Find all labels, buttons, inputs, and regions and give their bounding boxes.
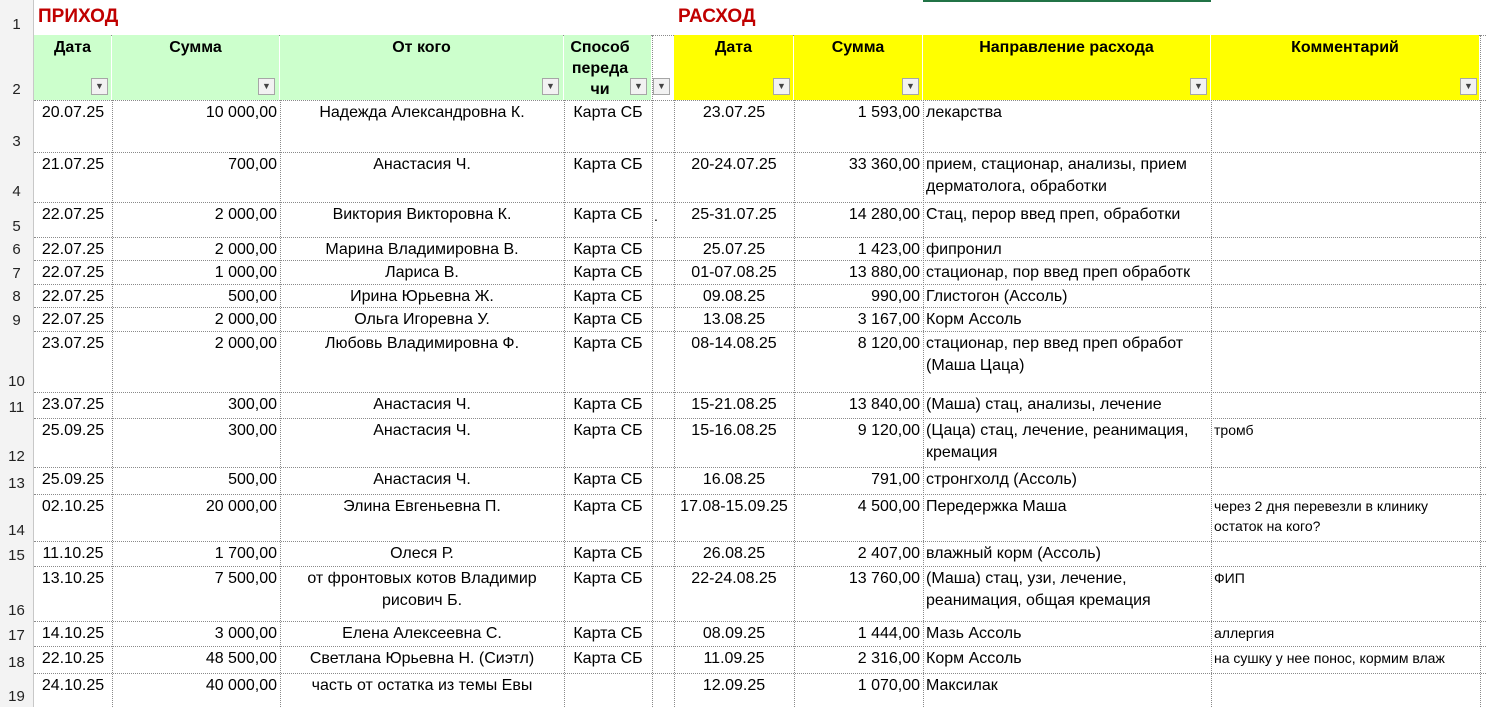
- income-amount-filter-button[interactable]: [258, 78, 275, 95]
- income-method-cell[interactable]: Карта СБ: [573, 625, 643, 642]
- expense-amount-cell[interactable]: 1 593,00: [857, 104, 920, 121]
- expense-amount-cell[interactable]: 9 120,00: [857, 422, 920, 439]
- expense-purpose-cell[interactable]: стационар, пор введ преп обработк: [926, 264, 1191, 281]
- income-from-cell[interactable]: Виктория Викторовна К.: [332, 206, 512, 223]
- expense-comment-cell[interactable]: [1211, 673, 1480, 707]
- expense-purpose-cell[interactable]: Максилак: [926, 677, 998, 694]
- expense-header-date[interactable]: Дата: [674, 35, 793, 100]
- income-date-cell[interactable]: 22.07.25: [41, 241, 105, 258]
- income-date-cell[interactable]: 25.09.25: [41, 471, 105, 488]
- income-from-cell[interactable]: Анастасия Ч.: [373, 156, 471, 173]
- expense-amount-cell[interactable]: 2 407,00: [857, 545, 920, 562]
- income-date-cell[interactable]: 23.07.25: [41, 396, 105, 413]
- income-header-from[interactable]: От кого: [280, 35, 563, 100]
- expense-comment-cell[interactable]: [1211, 152, 1480, 202]
- income-date-cell[interactable]: 22.07.25: [41, 264, 105, 281]
- expense-amount-cell[interactable]: 8 120,00: [857, 335, 920, 352]
- expense-amount-filter-button[interactable]: [902, 78, 919, 95]
- row-number[interactable]: 16: [8, 602, 25, 619]
- expense-comment-cell[interactable]: ФИП: [1214, 570, 1245, 586]
- extra-filter-button[interactable]: [653, 78, 670, 95]
- income-method-cell[interactable]: Карта СБ: [573, 264, 643, 281]
- expense-purpose-cell[interactable]: (Цаца) стац, лечение, реанимация, кремация: [926, 422, 1189, 461]
- income-title: ПРИХОД: [38, 6, 119, 27]
- income-method-cell[interactable]: Карта СБ: [573, 396, 643, 413]
- income-date-cell[interactable]: 14.10.25: [41, 625, 105, 642]
- expense-date-cell[interactable]: 26.08.25: [702, 545, 766, 562]
- expense-purpose-cell[interactable]: влажный корм (Ассоль): [926, 545, 1101, 562]
- income-amount-cell[interactable]: 300,00: [228, 422, 277, 439]
- expense-date-cell[interactable]: 13.08.25: [702, 311, 766, 328]
- expense-date-cell[interactable]: 09.08.25: [702, 288, 766, 305]
- income-method-cell[interactable]: Карта СБ: [573, 471, 643, 488]
- income-amount-cell[interactable]: 7 500,00: [214, 570, 277, 587]
- column-selection-indicator: [923, 0, 1211, 2]
- expense-purpose-cell[interactable]: Мазь Ассоль: [926, 625, 1022, 642]
- income-amount-cell[interactable]: 700,00: [228, 156, 277, 173]
- row-number[interactable]: 13: [8, 475, 25, 492]
- row-number[interactable]: 6: [12, 241, 21, 258]
- expense-date-cell[interactable]: 08-14.08.25: [691, 335, 777, 352]
- row-number[interactable]: 8: [12, 288, 21, 305]
- income-amount-cell[interactable]: 3 000,00: [214, 625, 277, 642]
- expense-amount-cell[interactable]: 14 280,00: [848, 206, 920, 223]
- expense-amount-cell[interactable]: 1 423,00: [857, 241, 920, 258]
- expense-title: РАСХОД: [678, 6, 756, 27]
- row-number[interactable]: 4: [12, 183, 21, 200]
- expense-purpose-cell[interactable]: (Маша) стац, анализы, лечение: [926, 396, 1162, 413]
- expense-comment-cell[interactable]: [1211, 541, 1480, 566]
- expense-amount-cell[interactable]: 1 444,00: [857, 625, 920, 642]
- expense-date-cell[interactable]: 11.09.25: [703, 650, 765, 667]
- dropdown-arrow-icon: ▼: [1464, 81, 1473, 91]
- income-header-amount[interactable]: Сумма: [112, 35, 279, 100]
- row-number[interactable]: 17: [8, 627, 25, 644]
- expense-amount-cell[interactable]: 3 167,00: [857, 311, 920, 328]
- income-from-cell[interactable]: Элина Евгеньевна П.: [343, 498, 501, 515]
- income-method-filter-button[interactable]: [630, 78, 647, 95]
- row-number[interactable]: 1: [12, 16, 21, 33]
- income-from-cell[interactable]: Анастасия Ч.: [373, 471, 471, 488]
- row-number[interactable]: 11: [8, 399, 25, 416]
- income-date-cell[interactable]: 11.10.25: [42, 545, 104, 562]
- income-date-cell[interactable]: 21.07.25: [41, 156, 105, 173]
- expense-comment-filter-button[interactable]: [1460, 78, 1477, 95]
- income-amount-cell[interactable]: 10 000,00: [205, 104, 277, 121]
- income-header-method[interactable]: Способ передачи: [564, 35, 651, 100]
- income-method-cell[interactable]: Карта СБ: [573, 288, 643, 305]
- expense-comment-cell[interactable]: [1211, 392, 1480, 418]
- expense-amount-cell[interactable]: 13 760,00: [848, 570, 920, 587]
- expense-comment-cell[interactable]: тромб: [1214, 422, 1254, 438]
- income-amount-cell[interactable]: 40 000,00: [205, 677, 277, 694]
- row-number[interactable]: 18: [8, 654, 25, 671]
- column-gridline: [1480, 35, 1481, 707]
- income-from-cell[interactable]: Любовь Владимировна Ф.: [324, 335, 520, 352]
- expense-amount-cell[interactable]: 4 500,00: [857, 498, 920, 515]
- income-method-cell[interactable]: Карта СБ: [573, 206, 643, 223]
- row-number[interactable]: 10: [8, 373, 25, 390]
- income-method-cell[interactable]: Карта СБ: [573, 104, 643, 121]
- income-method-cell[interactable]: Карта СБ: [573, 241, 643, 258]
- dropdown-arrow-icon: ▼: [95, 81, 104, 91]
- dropdown-arrow-icon: ▼: [777, 81, 786, 91]
- dropdown-arrow-icon: ▼: [546, 81, 555, 91]
- expense-comment-cell[interactable]: [1211, 100, 1480, 152]
- income-amount-cell[interactable]: 48 500,00: [205, 650, 277, 667]
- expense-date-cell[interactable]: 17.08-15.09.25: [680, 498, 788, 515]
- income-method-cell[interactable]: Карта СБ: [573, 570, 643, 587]
- dropdown-arrow-icon: ▼: [657, 81, 666, 91]
- expense-comment-cell[interactable]: [1211, 237, 1480, 260]
- expense-amount-cell[interactable]: 2 316,00: [857, 650, 920, 667]
- expense-comment-cell[interactable]: [1211, 307, 1480, 331]
- expense-date-cell[interactable]: 25.07.25: [702, 241, 766, 258]
- income-from-cell[interactable]: Анастасия Ч.: [373, 396, 471, 413]
- expense-date-cell[interactable]: 25-31.07.25: [691, 206, 777, 223]
- income-date-cell[interactable]: 25.09.25: [41, 422, 105, 439]
- expense-date-filter-button[interactable]: [773, 78, 790, 95]
- expense-purpose-cell[interactable]: лекарства: [926, 104, 1002, 121]
- expense-date-cell[interactable]: 12.09.25: [702, 677, 766, 694]
- stray-mark: .: [654, 208, 658, 224]
- row-number[interactable]: 2: [12, 81, 21, 98]
- expense-comment-cell[interactable]: [1211, 260, 1480, 284]
- income-amount-cell[interactable]: 500,00: [228, 471, 277, 488]
- income-from-cell[interactable]: Ирина Юрьевна Ж.: [350, 288, 494, 305]
- expense-comment-cell[interactable]: [1211, 467, 1480, 494]
- dropdown-arrow-icon: ▼: [262, 81, 271, 91]
- income-amount-cell[interactable]: 500,00: [228, 288, 277, 305]
- income-date-cell[interactable]: 02.10.25: [41, 498, 105, 515]
- income-amount-cell[interactable]: 2 000,00: [214, 206, 277, 223]
- income-from-filter-button[interactable]: [542, 78, 559, 95]
- income-method-cell[interactable]: Карта СБ: [573, 311, 643, 328]
- expense-comment-cell[interactable]: аллергия: [1214, 625, 1275, 641]
- income-from-cell[interactable]: от фронтовых котов Владимир рисович Б.: [307, 570, 537, 609]
- expense-purpose-cell[interactable]: Корм Ассоль: [926, 650, 1022, 667]
- expense-amount-cell[interactable]: 33 360,00: [848, 156, 920, 173]
- expense-comment-cell[interactable]: [1211, 202, 1480, 237]
- expense-header-purpose[interactable]: Направление расхода: [923, 35, 1210, 100]
- expense-amount-cell[interactable]: 791,00: [871, 471, 920, 488]
- income-date-cell[interactable]: 24.10.25: [41, 677, 105, 694]
- expense-date-cell[interactable]: 23.07.25: [702, 104, 766, 121]
- expense-purpose-cell[interactable]: прием, стационар, анализы, прием дерматолога, обработки: [926, 156, 1187, 195]
- income-from-cell[interactable]: Лариса В.: [385, 264, 459, 281]
- income-amount-cell[interactable]: 1 000,00: [214, 264, 277, 281]
- income-from-cell[interactable]: Ольга Игоревна У.: [354, 311, 490, 328]
- income-date-cell[interactable]: 22.07.25: [41, 311, 105, 328]
- expense-comment-cell[interactable]: через 2 дня перевезли в клинику остаток на кого?: [1214, 498, 1428, 534]
- income-from-cell[interactable]: Елена Алексеевна С.: [342, 625, 502, 642]
- income-method-cell[interactable]: [564, 673, 652, 707]
- income-from-cell[interactable]: Марина Владимировна В.: [325, 241, 519, 258]
- expense-header-comment[interactable]: Комментарий: [1211, 35, 1479, 100]
- expense-purpose-cell[interactable]: стационар, пер введ преп обработ (Маша Цаца): [926, 335, 1184, 374]
- income-date-cell[interactable]: 22.07.25: [41, 206, 105, 223]
- expense-purpose-cell[interactable]: стронгхолд (Ассоль): [926, 471, 1078, 488]
- expense-amount-cell[interactable]: 13 840,00: [848, 396, 920, 413]
- expense-purpose-cell[interactable]: Стац, перор введ преп, обработки: [926, 206, 1181, 223]
- row-number[interactable]: 14: [8, 522, 25, 539]
- dropdown-arrow-icon: ▼: [906, 81, 915, 91]
- expense-amount-cell[interactable]: 990,00: [871, 288, 920, 305]
- row-number[interactable]: 7: [12, 265, 21, 282]
- income-method-cell[interactable]: Карта СБ: [573, 335, 643, 352]
- income-date-cell[interactable]: 22.07.25: [41, 288, 105, 305]
- income-amount-cell[interactable]: 2 000,00: [214, 311, 277, 328]
- income-from-cell[interactable]: Олеся Р.: [390, 545, 454, 562]
- row-number[interactable]: 15: [8, 547, 25, 564]
- income-date-cell[interactable]: 22.10.25: [41, 650, 105, 667]
- expense-purpose-cell[interactable]: Глистогон (Ассоль): [926, 288, 1068, 305]
- expense-date-cell[interactable]: 16.08.25: [702, 471, 766, 488]
- row-number[interactable]: 12: [8, 448, 25, 465]
- expense-amount-cell[interactable]: 1 070,00: [857, 677, 920, 694]
- income-amount-cell[interactable]: 300,00: [228, 396, 277, 413]
- income-amount-cell[interactable]: 2 000,00: [214, 241, 277, 258]
- income-from-cell[interactable]: часть от остатка из темы Евы: [311, 677, 533, 694]
- row-number[interactable]: 9: [12, 312, 21, 329]
- income-amount-cell[interactable]: 2 000,00: [214, 335, 277, 352]
- income-from-cell[interactable]: Светлана Юрьевна Н. (Сиэтл): [309, 650, 535, 667]
- income-amount-cell[interactable]: 1 700,00: [214, 545, 277, 562]
- income-amount-cell[interactable]: 20 000,00: [205, 498, 277, 515]
- expense-date-cell[interactable]: 20-24.07.25: [691, 156, 777, 173]
- row-number[interactable]: 3: [12, 133, 21, 150]
- income-method-cell[interactable]: Карта СБ: [573, 422, 643, 439]
- expense-date-cell[interactable]: 01-07.08.25: [691, 264, 777, 281]
- income-date-cell[interactable]: 20.07.25: [41, 104, 105, 121]
- expense-purpose-cell[interactable]: (Маша) стац, узи, лечение, реанимация, общая кремация: [926, 570, 1151, 609]
- income-date-cell[interactable]: 13.10.25: [41, 570, 105, 587]
- expense-comment-cell[interactable]: на сушку у нее понос, кормим влаж: [1214, 650, 1445, 666]
- income-date-cell[interactable]: 23.07.25: [41, 335, 105, 352]
- expense-comment-cell[interactable]: [1211, 331, 1480, 392]
- income-from-cell[interactable]: Анастасия Ч.: [373, 422, 471, 439]
- income-date-filter-button[interactable]: [91, 78, 108, 95]
- expense-amount-cell[interactable]: 13 880,00: [848, 264, 920, 281]
- expense-purpose-cell[interactable]: Корм Ассоль: [926, 311, 1022, 328]
- expense-purpose-filter-button[interactable]: [1190, 78, 1207, 95]
- income-method-cell[interactable]: Карта СБ: [573, 650, 643, 667]
- expense-date-cell[interactable]: 15-16.08.25: [691, 422, 777, 439]
- income-method-cell[interactable]: Карта СБ: [573, 545, 643, 562]
- dropdown-arrow-icon: ▼: [634, 81, 643, 91]
- expense-date-cell[interactable]: 08.09.25: [702, 625, 766, 642]
- dropdown-arrow-icon: ▼: [1194, 81, 1203, 91]
- expense-date-cell[interactable]: 15-21.08.25: [691, 396, 777, 413]
- income-header-date[interactable]: Дата: [34, 35, 111, 100]
- expense-purpose-cell[interactable]: Передержка Маша: [926, 498, 1067, 515]
- expense-comment-cell[interactable]: [1211, 284, 1480, 307]
- row-number[interactable]: 5: [12, 218, 21, 235]
- expense-purpose-cell[interactable]: фипронил: [926, 241, 1002, 258]
- expense-date-cell[interactable]: 22-24.08.25: [691, 570, 777, 587]
- income-from-cell[interactable]: Надежда Александровна К.: [319, 104, 525, 121]
- income-method-cell[interactable]: Карта СБ: [573, 156, 643, 173]
- expense-header-amount[interactable]: Сумма: [794, 35, 922, 100]
- column-gridline: [652, 35, 653, 707]
- income-method-cell[interactable]: Карта СБ: [573, 498, 643, 515]
- row-number[interactable]: 19: [8, 688, 25, 705]
